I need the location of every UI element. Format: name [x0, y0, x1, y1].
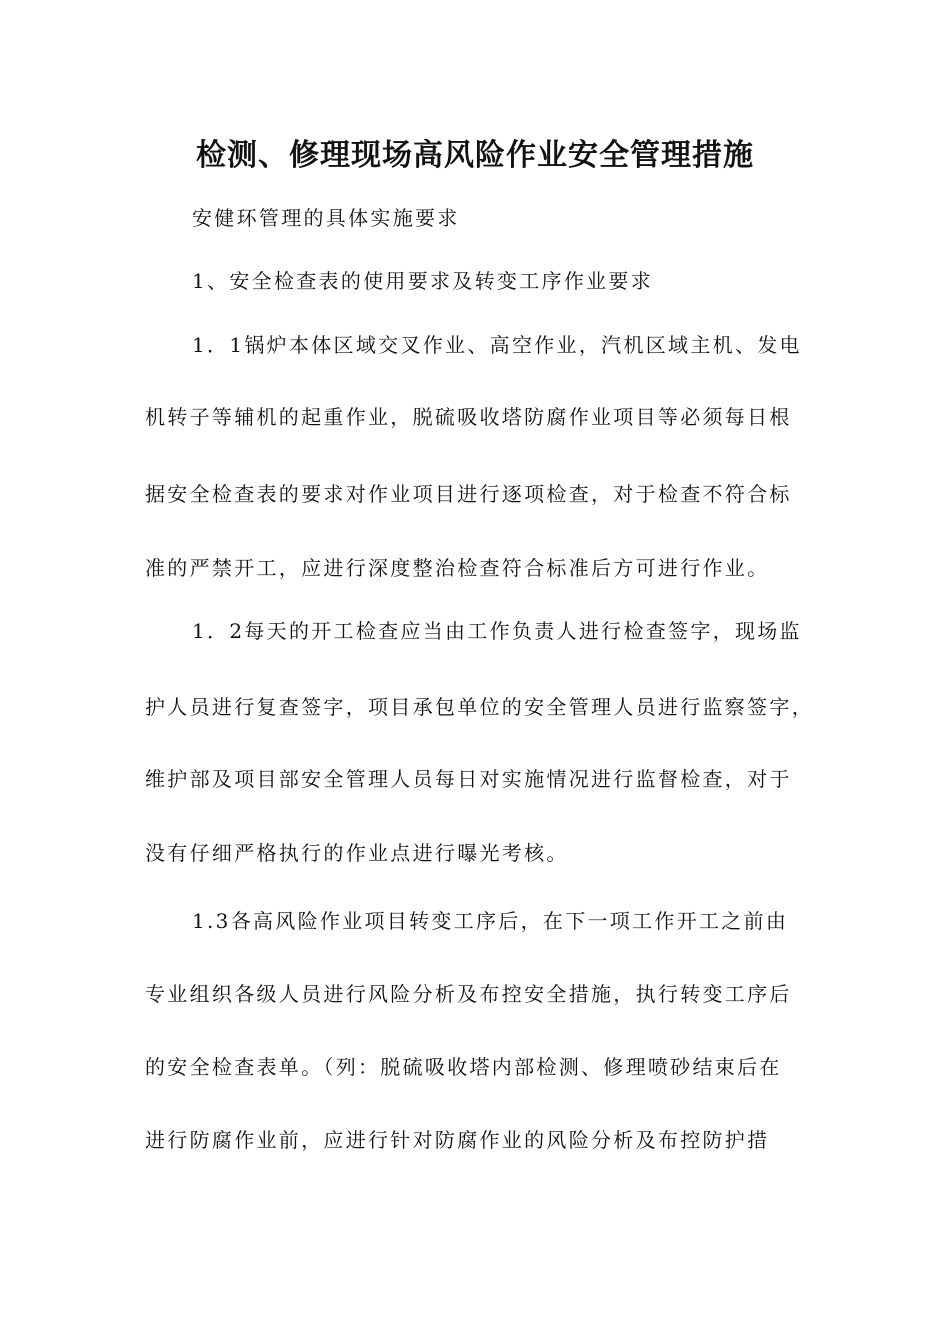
paragraph-line: 据安全检查表的要求对作业项目进行逐项检查，对于检查不符合标 [145, 482, 792, 506]
document-title: 检测、修理现场高风险作业安全管理措施 [196, 138, 754, 173]
paragraph-line: 1．2每天的开工检查应当由工作负责人进行检查签字，现场监 [192, 619, 802, 643]
document-subtitle: 安健环管理的具体实施要求 [192, 206, 460, 230]
paragraph-line: 进行防腐作业前，应进行针对防腐作业的风险分析及布控防护措 [145, 1128, 770, 1152]
paragraph-line: 准的严禁开工，应进行深度整治检查符合标准后方可进行作业。 [145, 556, 770, 580]
paragraph-line: 1．1锅炉本体区域交叉作业、高空作业，汽机区域主机、发电 [192, 333, 802, 357]
paragraph-line: 机转子等辅机的起重作业，脱硫吸收塔防腐作业项目等必须每日根 [145, 405, 792, 429]
paragraph-line: 专业组织各级人员进行风险分析及布控安全措施，执行转变工序后 [145, 982, 792, 1006]
section-heading: 1、安全检查表的使用要求及转变工序作业要求 [192, 269, 654, 293]
paragraph-line: 维护部及项目部安全管理人员每日对实施情况进行监督检查，对于 [145, 767, 792, 791]
paragraph-line: 没有仔细严格执行的作业点进行曝光考核。 [145, 841, 569, 865]
paragraph-line: 护人员进行复查签字，项目承包单位的安全管理人员进行监察签字， [145, 695, 814, 719]
paragraph-line: 的安全检查表单。（列：脱硫吸收塔内部检测、修理喷砂结束后在 [145, 1055, 782, 1079]
paragraph-line: 1.3各高风险作业项目转变工序后，在下一项工作开工之前由 [192, 909, 789, 933]
